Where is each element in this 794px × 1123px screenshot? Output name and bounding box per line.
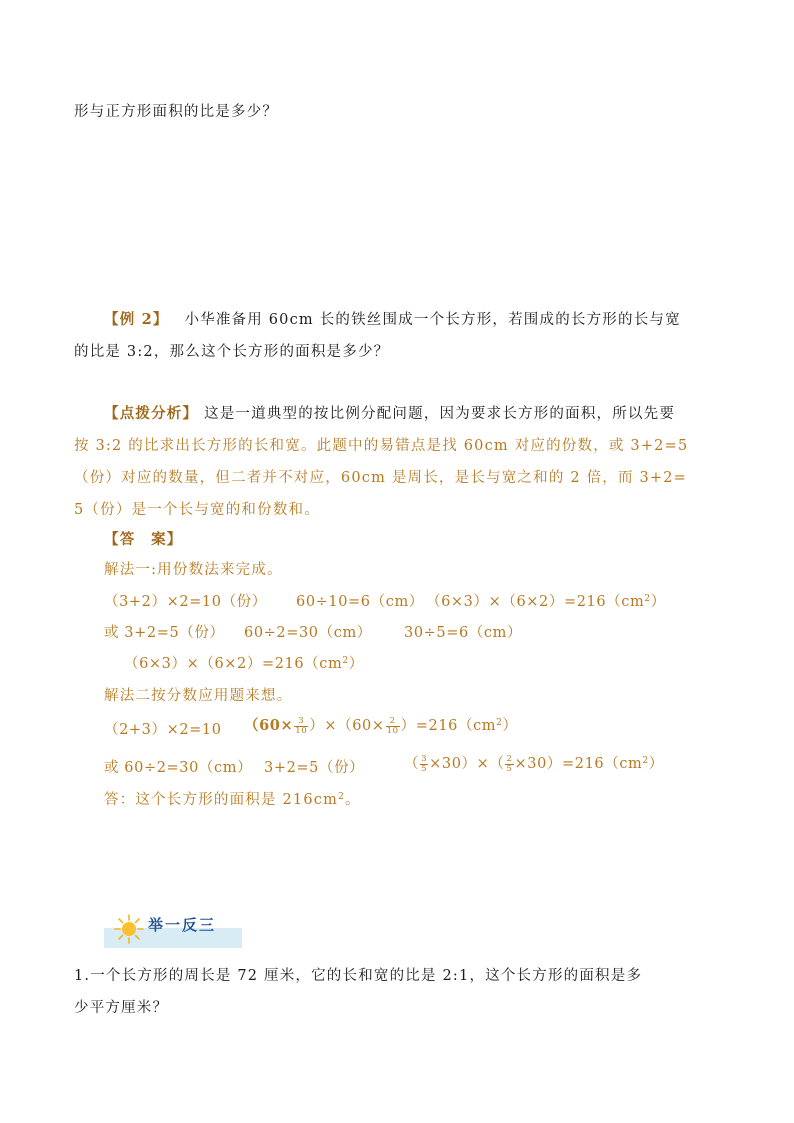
practice-q1-line2: 少平方厘米？ (74, 1000, 169, 1016)
example2-line2: 的比是 3:2，那么这个长方形的面积是多少？ (74, 344, 390, 360)
analysis-line3: （份）对应的数量，但二者并不对应，60cm 是周长，是长与宽之和的 2 倍，而 3+2= (74, 470, 688, 486)
intro-line: 形与正方形面积的比是多少？ (74, 104, 279, 120)
analysis-text: 这是一道典型的按比例分配问题，因为要求长方形的面积，所以先要 (204, 406, 676, 422)
practice-q1-line1: 1.一个长方形的周长是 72 厘米，它的长和宽的比是 2:1，这个长方形的面积是多 (74, 968, 643, 984)
m1r2-b: 60÷2=30（cm） (244, 625, 372, 641)
method1-title: 解法一:用份数法来完成。 (104, 562, 283, 578)
m2r1-b: （60× $\frac{3}{10}$ ）×（60× $\frac{2}{10}$ ）$=216(cm^2)$ (244, 715, 518, 736)
example2-text: 小华准备用 60cm 长的铁丝围成一个长方形，若围成的长方形的长与宽 (184, 312, 681, 328)
m1r3-a: $(6\times 3)\times(6\times 2)=216(cm^2)$ (124, 656, 364, 672)
example2-label: 【例 2】 (104, 311, 169, 328)
m1r1-c: $(6\times 3)\times(6\times 2)=216(cm^2)$ (426, 594, 666, 610)
m1r2-c: 30÷5=6（cm） (404, 625, 523, 641)
sun-icon (114, 914, 144, 944)
analysis-line1 (74, 402, 675, 423)
m1r1-a: （3+2）×2=10（份） (104, 594, 267, 610)
m2r2-b: 3+2=5（份） (264, 760, 365, 776)
fraction-2-5: $\frac{2}{5}$ (506, 753, 513, 774)
fraction-2-10: $\frac{2}{10}$ (386, 715, 399, 736)
fraction-3-5: $\frac{3}{5}$ (421, 753, 428, 774)
practice-banner-title: 举一反三 (148, 916, 217, 934)
answer-conclusion: 答：这个长方形的面积是 $216cm^2$。 (104, 792, 361, 808)
fraction-3-10: $\frac{3}{10}$ (295, 715, 308, 736)
answer-label: 【答 案】 (104, 531, 183, 548)
m2r2-c: （ $\frac{3}{5}$ ×30）×（ $\frac{2}{5}$ $\times 30)=216(cm^2)$ (404, 753, 664, 774)
m2r2-a: 或 60÷2=30（cm） (104, 760, 253, 776)
example2-line1 (74, 308, 681, 329)
m2r1-a: （2+3）×2=10 (104, 722, 222, 738)
m1r1-b: 60÷10=6（cm） (296, 594, 424, 610)
m1r2-a: 或 3+2=5（份） (104, 625, 225, 641)
method2-title: 解法二按分数应用题来想。 (104, 688, 293, 704)
analysis-line2: 按 3:2 的比求出长方形的长和宽。此题中的易错点是找 60cm 对应的份数，或 3+2=5 (74, 438, 689, 454)
analysis-label: 【点拨分析】 (104, 405, 199, 422)
analysis-line4: 5（份）是一个长与宽的和份数和。 (74, 502, 320, 518)
